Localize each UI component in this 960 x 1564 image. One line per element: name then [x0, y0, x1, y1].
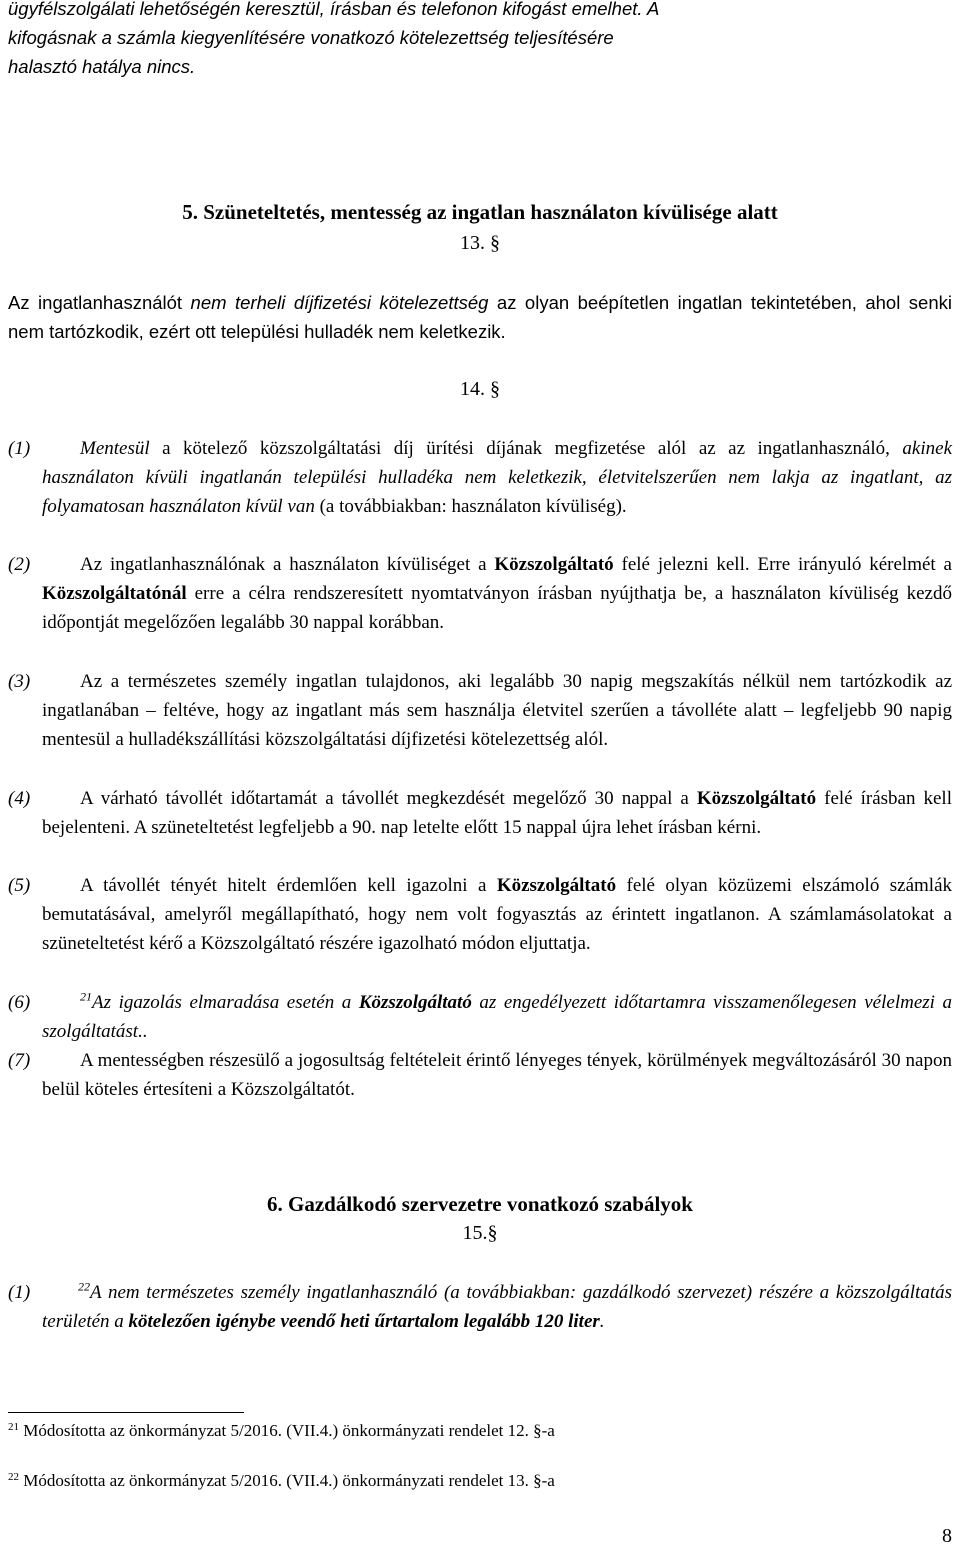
footnote-text: Módosította az önkormányzat 5/2016. (VII.4.) önkormányzati rendelet 12. §-a [23, 1421, 555, 1440]
footnote-number: 22 [8, 1471, 19, 1483]
paragraph-14-item-3: (3) Az a természetes személy ingatlan tulajdonos, aki legalább 30 napig megszakítás nélkül nem tartózkodik az ingatlanában – feltéve, hogy az ingatlant más sem használja életvitel szerűen a távolléte alatt – legfeljebb 90 napig mentesül a hulladékszállítási közszolgáltatási díjfizetési kötelezettség alól. [8, 667, 952, 754]
intro-paragraph [8, 0, 952, 81]
paragraph-13-heading: 13. § [460, 232, 500, 254]
paragraph-13-text: Az ingatlanhasználót nem terheli díjfizetési kötelezettség az olyan beépítetlen ingatlan tekintetében, ahol senki nem tartózkodik, ezért ott települési hulladék nem keletkezik. [8, 292, 952, 342]
intro-line-2: kifogásnak a számla kiegyenlítésére vonatkozó kötelezettség teljesítésére [8, 27, 614, 48]
item-number: (6) [8, 992, 31, 1013]
footnote-21 [8, 1420, 555, 1442]
section-5-title: 5. Szüneteltetés, mentesség az ingatlan használaton kívülisége alatt [182, 200, 778, 224]
paragraph-14-item-1: (1) Mentesül a kötelező közszolgáltatási díj ürítési díjának megfizetése alól az az ingatlanhasználó, akinek használaton kívüli ingatlanán települési hulladéka nem keletkezik, életvitelszerűen nem lakja az ingatlant, az folyamatosan használaton kívül van (a továbbiakban: használaton kívüliség). [8, 434, 952, 521]
paragraph-15-heading: 15.§ [462, 1222, 498, 1244]
paragraph-15-item-1: (1) $^{22}$A nem természetes személy ingatlanhasználó (a továbbiakban: gazdálkodó szervezet) részére a közszolgáltatás területén a kötelezően igénybe veendő heti űrtartalom legalább 120 liter. [8, 1279, 952, 1332]
footnote-ref-21[interactable]: 21 [80, 989, 92, 1004]
paragraph-14-item-2: (2) Az ingatlanhasználónak a használaton kívüliséget a Közszolgáltató felé jelezni kell. Erre irányuló kérelmét a Közszolgáltatónál erre a célra rendszeresített nyomtatványon írásban nyújthatja be, a használaton kívüliség kezdő időpontját megelőzően legalább 30 nappal korábban. [8, 550, 952, 637]
item-number: (3) [8, 671, 31, 692]
item-number: (1) [8, 1282, 31, 1303]
paragraph-14-item-4: (4) A várható távollét időtartamát a távollét megkezdését megelőző 30 nappal a Közszolgáltató felé írásban kell bejelenteni. A szüneteltetést legfeljebb a 90. nap letelte előtt 15 nappal újra lehet írásban kérni. [8, 784, 952, 842]
footnote-text: Módosította az önkormányzat 5/2016. (VII.4.) önkormányzati rendelet 13. §-a [23, 1471, 555, 1490]
paragraph-13-emphasis: nem terheli díjfizetési kötelezettség [190, 292, 489, 313]
intro-line-3: halasztó hatálya nincs. [8, 56, 196, 77]
intro-line-1: ügyfélszolgálati lehetőségén keresztül, írásban és telefonon kifogást emelhet. A [8, 0, 660, 19]
item-number: (5) [8, 875, 31, 896]
item-number: (2) [8, 554, 31, 575]
paragraph-14-heading: 14. § [460, 378, 500, 400]
item-number: (7) [8, 1050, 31, 1071]
item-number: (1) [8, 438, 31, 459]
paragraph-14-item-6: (6) $^{21}$Az igazolás elmaradása esetén a Közszolgáltató az engedélyezett időtartamra visszamenőlegesen vélelmezi a szolgáltatást.. [8, 989, 952, 1042]
paragraph-14-item-7: (7) A mentességben részesülő a jogosultság feltételeit érintő lényeges tények, körülmények megváltozásáról 30 napon belül köteles értesíteni a Közszolgáltatót. [8, 1046, 952, 1104]
page-number: 8 [942, 1525, 952, 1547]
footnote-ref-22[interactable]: 22 [78, 1279, 90, 1294]
footnote-number: 21 [8, 1421, 19, 1433]
item-number: (4) [8, 788, 31, 809]
footnote-divider [8, 1412, 244, 1413]
footnote-22 [8, 1470, 555, 1492]
section-6-title: 6. Gazdálkodó szervezetre vonatkozó szabályok [267, 1192, 693, 1216]
paragraph-14-item-5: (5) A távollét tényét hitelt érdemlően kell igazolni a Közszolgáltató felé olyan közüzemi elszámoló számlák bemutatásával, amelyről megállapítható, hogy nem volt fogyasztás az érintett ingatlanon. A számlamásolatokat a szüneteltetést kérő a Közszolgáltató részére igazolható módon eljuttatja. [8, 871, 952, 958]
